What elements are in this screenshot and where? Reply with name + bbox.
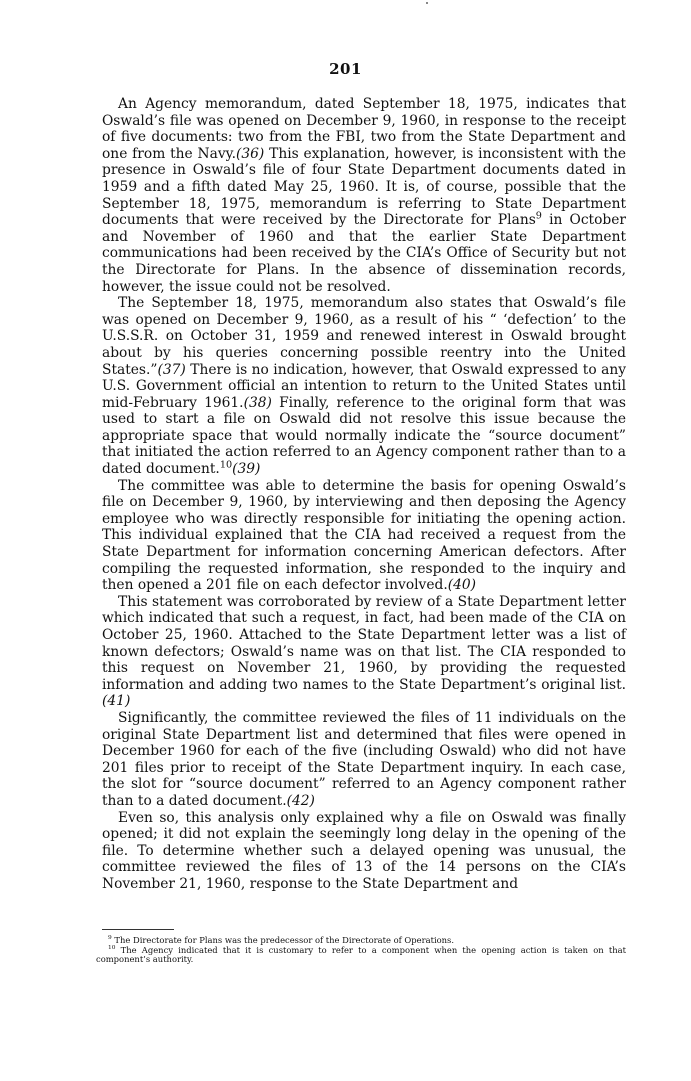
paragraph-2-text: The September 18, 1975, memorandum also states that Oswald’s file was opened on December 9, 1960, as a result of his “ ‘defection’ to the U.S.S.R. on October 31, 1959 and renewed interest in Oswald brought about by his queries concerning possible reentry into the United States.” xyxy=(102,295,626,378)
paragraph-1-text-3: in October and November of 1960 and that the earlier State Department communications had been received by the CIA’s Office of Security but not the Directorate for Plans. In the absence of dissemination records, however, the issue could not be resolved. xyxy=(102,212,626,295)
paragraph-1-text: An Agency memorandum, dated September 18, 1975, indicates that Oswald’s file was opened on December 9, 1960, in response to the receipt of five documents: two from the FBI, two from the State Department and one from the Navy. xyxy=(102,96,626,162)
page-number: 201 xyxy=(329,60,362,78)
citation: (36) xyxy=(235,145,265,162)
citation: (37) xyxy=(157,361,186,378)
footnote-marker: 10 xyxy=(219,459,233,471)
citation: (41) xyxy=(102,693,131,710)
citation: (40) xyxy=(447,577,477,594)
paragraph-1-text-2: This explanation, however, is inconsistent with the presence in Oswald’s file of four State Department documents dated in 1959 and a fifth dated May 25, 1960. It is, of course, possible that the September 18, 1975, memorandum is referring to State Department documents that were received by the Directorate for Plans xyxy=(102,145,626,229)
paragraph-6 xyxy=(102,810,626,893)
footnote-text: The Directorate for Plans was the predecessor of the Directorate of Operations. xyxy=(111,935,455,945)
paragraph-2 xyxy=(102,295,626,478)
body-text xyxy=(102,96,626,893)
paragraph-4 xyxy=(102,594,626,710)
paragraph-1 xyxy=(102,96,626,295)
footnote-mark: 9 xyxy=(108,935,112,942)
footnote-10 xyxy=(96,946,626,965)
paragraph-5-text: Significantly, the committee reviewed the files of 11 individuals on the original State Department list and determined that files were opened in December 1960 for each of the five (including Oswald) who did not have 201 files prior to receipt of the State Department inquiry. In each case, the slot for “source document” referred to an Agency component rather than to a dated document. xyxy=(102,709,626,809)
footnote-mark: 10 xyxy=(108,944,116,951)
scan-speck xyxy=(426,2,428,4)
paragraph-4-text: This statement was corroborated by review of a State Department letter which indicated that such a request, in fact, had been made of the CIA on October 25, 1960. Attached to the State Department letter was a list of known defectors; Oswald’s name was on that list. The CIA responded to this request on November 21, 1960, by providing the requested information and adding two names to the State Department’s original list. xyxy=(102,593,626,693)
citation: (38) xyxy=(243,394,272,411)
citation: (39) xyxy=(232,461,261,478)
paragraph-6-text: Even so, this analysis only explained why a file on Oswald was finally opened; it did not explain the seemingly long delay in the opening of the file. To determine whether such a delayed opening was unusual, the committee reviewed the files of 13 of the 14 persons on the CIA’s November 21, 1960, response to the State Department and xyxy=(102,809,626,892)
paragraph-3-text: The committee was able to determine the basis for opening Oswald’s file on December 9, 1960, by interviewing and then deposing the Agency employee who was directly responsible for initiating the opening action. This individual explained that the CIA had received a request from the State Department for information concerning American defectors. After compiling the requested information, she responded to the inquiry and then opened a 201 file on each defector involved. xyxy=(102,477,626,594)
footnote-divider xyxy=(102,929,174,930)
paragraph-3 xyxy=(102,478,626,594)
paragraph-2-text-3: Finally, reference to the original form that was used to start a file on Oswald did not resolve this issue because the appropriate space that would normally indicate the “source document” that initiated the action referred to an Agency component rather than to a dated document. xyxy=(102,394,627,478)
paragraph-5 xyxy=(102,710,626,810)
paragraph-2-text-2: There is no indication, however, that Oswald expressed to any U.S. Government official an intention to return to the United States until mid-February 1961. xyxy=(102,361,626,411)
citation: (42) xyxy=(286,792,315,809)
footnote-marker: 9 xyxy=(535,210,542,222)
footnotes xyxy=(96,936,626,965)
footnote-text: The Agency indicated that it is customary to refer to a component when the opening action is taken on that component’s authority. xyxy=(96,944,626,965)
